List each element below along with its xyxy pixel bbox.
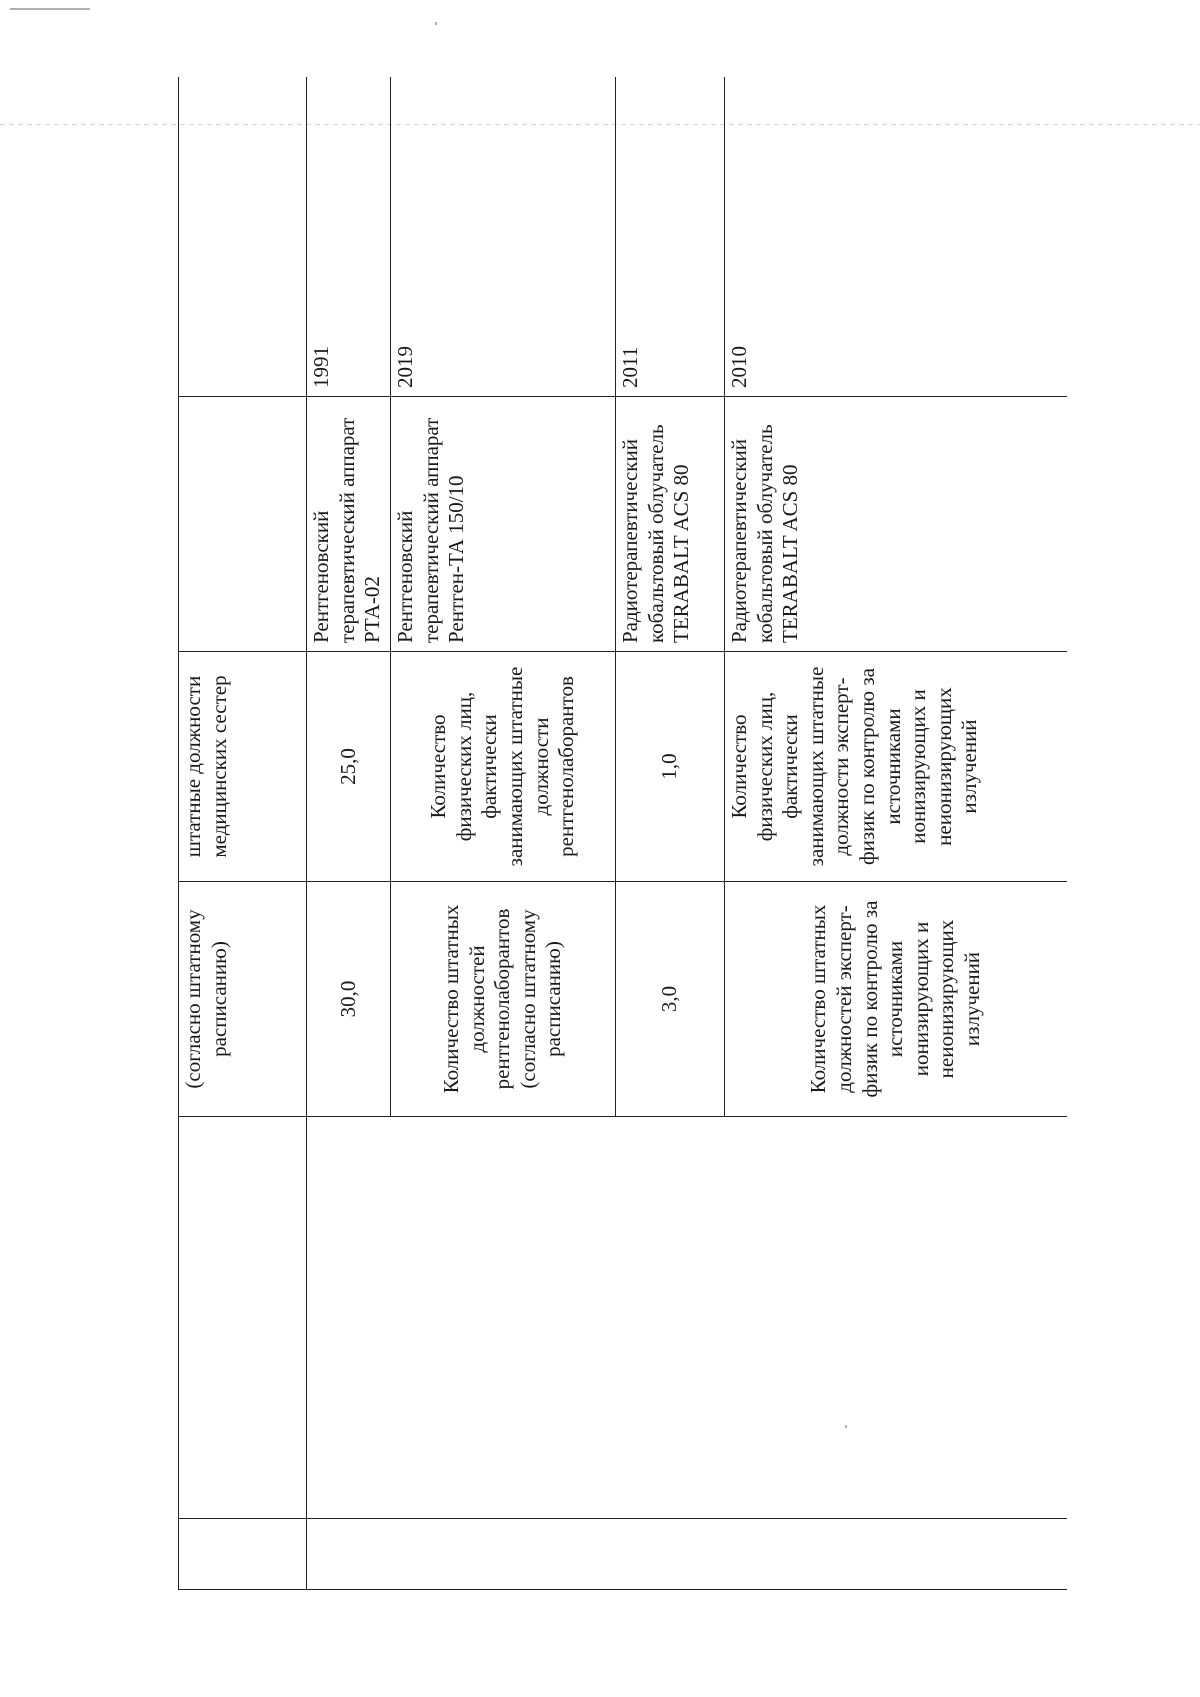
equipment-year-cell: 1991 (307, 77, 391, 397)
staff-equipment-table (178, 77, 1067, 1590)
occupied-count-cell: Количество физических лиц, фактически занимающих штатные должности рентгенолаборантов (391, 652, 616, 882)
landscape-table-container (178, 77, 1067, 1590)
table-cell-empty (307, 1519, 1068, 1590)
occupied-count-cell: Количество физических лиц, фактически занимающих штатные должности эксперт-физик по контролю за источниками ионизирующих и неионизирующих излучений (725, 652, 1068, 882)
scan-speck (435, 22, 437, 25)
staff-count-cell: Количество штатных должностей эксперт-физик по контролю за источниками ионизирующих и неионизирующих излучений (725, 882, 1068, 1117)
equipment-year-cell: 2010 (725, 77, 1068, 397)
table-cell-empty (179, 77, 307, 397)
staff-count-header-cell: (согласно штатному расписанию) (179, 882, 307, 1117)
rotated-table-frame (178, 77, 1067, 1590)
staff-count-cell: 3,0 (616, 882, 725, 1117)
equipment-year-cell: 2019 (391, 77, 616, 397)
occupied-count-cell: 25,0 (307, 652, 391, 882)
table-header-row (179, 77, 307, 1590)
equipment-name-cell: Радиотерапевтический кобальтовый облучатель TERABALT ACS 80 (616, 397, 725, 652)
occupied-count-header-cell: штатные должности медицинских сестер (179, 652, 307, 882)
occupied-count-cell: 1,0 (616, 652, 725, 882)
table-cell-empty (307, 1117, 1068, 1519)
table-cell-empty (179, 397, 307, 652)
table-cell-empty (179, 1117, 307, 1519)
staff-count-cell: Количество штатных должностей рентгенолаборантов (согласно штатному расписанию) (391, 882, 616, 1117)
equipment-name-cell: Рентгеновский терапевтический аппарат Рентген-ТА 150/10 (391, 397, 616, 652)
table-row (307, 77, 391, 1590)
equipment-year-cell: 2011 (616, 77, 725, 397)
scan-speck (10, 8, 90, 10)
staff-count-cell: 30,0 (307, 882, 391, 1117)
equipment-name-cell: Радиотерапевтический кобальтовый облучатель TERABALT ACS 80 (725, 397, 1068, 652)
equipment-name-cell: Рентгеновский терапевтический аппарат РТА-02 (307, 397, 391, 652)
table-cell-empty (179, 1519, 307, 1590)
